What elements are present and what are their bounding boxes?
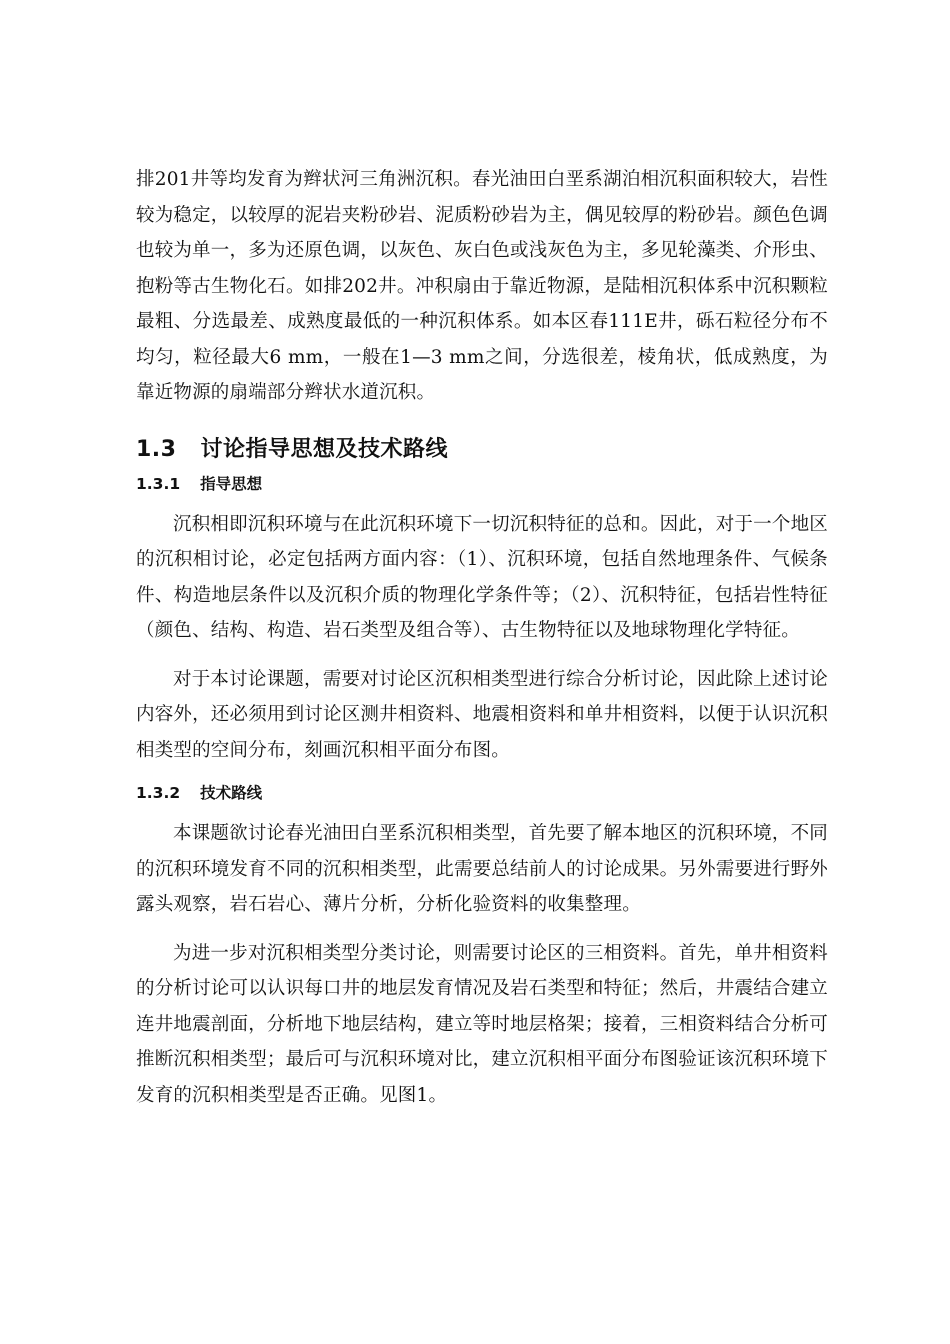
subsection-number: 1.3.1 <box>136 474 181 493</box>
section-title: 讨论指导思想及技术路线 <box>200 436 448 462</box>
section-number: 1.3 <box>136 436 177 462</box>
subsection-heading-1-3-2 <box>136 778 828 808</box>
subsection-title: 技术路线 <box>200 784 263 802</box>
subsection-heading-1-3-1 <box>136 469 828 499</box>
paragraph-depositional-overview: 排201井等均发育为辫状河三角洲沉积。春光油田白垩系湖泊相沉积面积较大，岩性较为稳定，以较厚的泥岩夹粉砂岩、泥质粉砂岩为主，偶见较厚的粉砂岩。颜色色调也较为单一，多为还原色调，以灰色、灰白色或浅灰色为主，多见轮藻类、介形虫、抱粉等古生物化石。如排202井。冲积扇由于靠近物源，是陆相沉积体系中沉积颗粒最粗、分选最差、成熟度最低的一种沉积体系。如本区春111E井，砾石粒径分布不均匀，粒径最大6 mm，一般在1—3 mm之间，分选很差，棱角状，低成熟度，为靠近物源的扇端部分辫状水道沉积。 <box>136 169 828 403</box>
subsection-title: 指导思想 <box>200 474 263 493</box>
document-page <box>136 162 828 1113</box>
paragraph-technical-route-1: 本课题欲讨论春光油田白垩系沉积相类型，首先要了解本地区的沉积环境，不同的沉积环境发育不同的沉积相类型，此需要总结前人的讨论成果。另外需要进行野外露头观察，岩石岩心、薄片分析，分析化验资料的收集整理。 <box>136 823 828 915</box>
paragraph-technical-route-2: 为进一步对沉积相类型分类讨论，则需要讨论区的三相资料。首先，单井相资料的分析讨论可以认识每口井的地层发育情况及岩石类型和特征；然后，井震结合建立连井地震剖面，分析地下地层结构，建立等时地层格架；接着，三相资料结合分析可推断沉积相类型；最后可与沉积环境对比，建立沉积相平面分布图验证该沉积环境下发育的沉积相类型是否正确。见图1。 <box>136 942 828 1106</box>
section-heading-1-3 <box>136 433 828 467</box>
paragraph-guiding-idea-2: 对于本讨论课题，需要对讨论区沉积相类型进行综合分析讨论，因此除上述讨论内容外，还必须用到讨论区测井相资料、地震相资料和单井相资料，以便于认识沉积相类型的空间分布，刻画沉积相平面分布图。 <box>136 668 828 761</box>
subsection-number: 1.3.2 <box>136 784 181 802</box>
paragraph-guiding-idea-1: 沉积相即沉积环境与在此沉积环境下一切沉积特征的总和。因此，对于一个地区的沉积相讨论，必定包括两方面内容：（1）、沉积环境，包括自然地理条件、气候条件、构造地层条件以及沉积介质的物理化学条件等；（2）、沉积特征，包括岩性特征（颜色、结构、构造、岩石类型及组合等）、古生物特征以及地球物理化学特征。 <box>136 513 828 641</box>
